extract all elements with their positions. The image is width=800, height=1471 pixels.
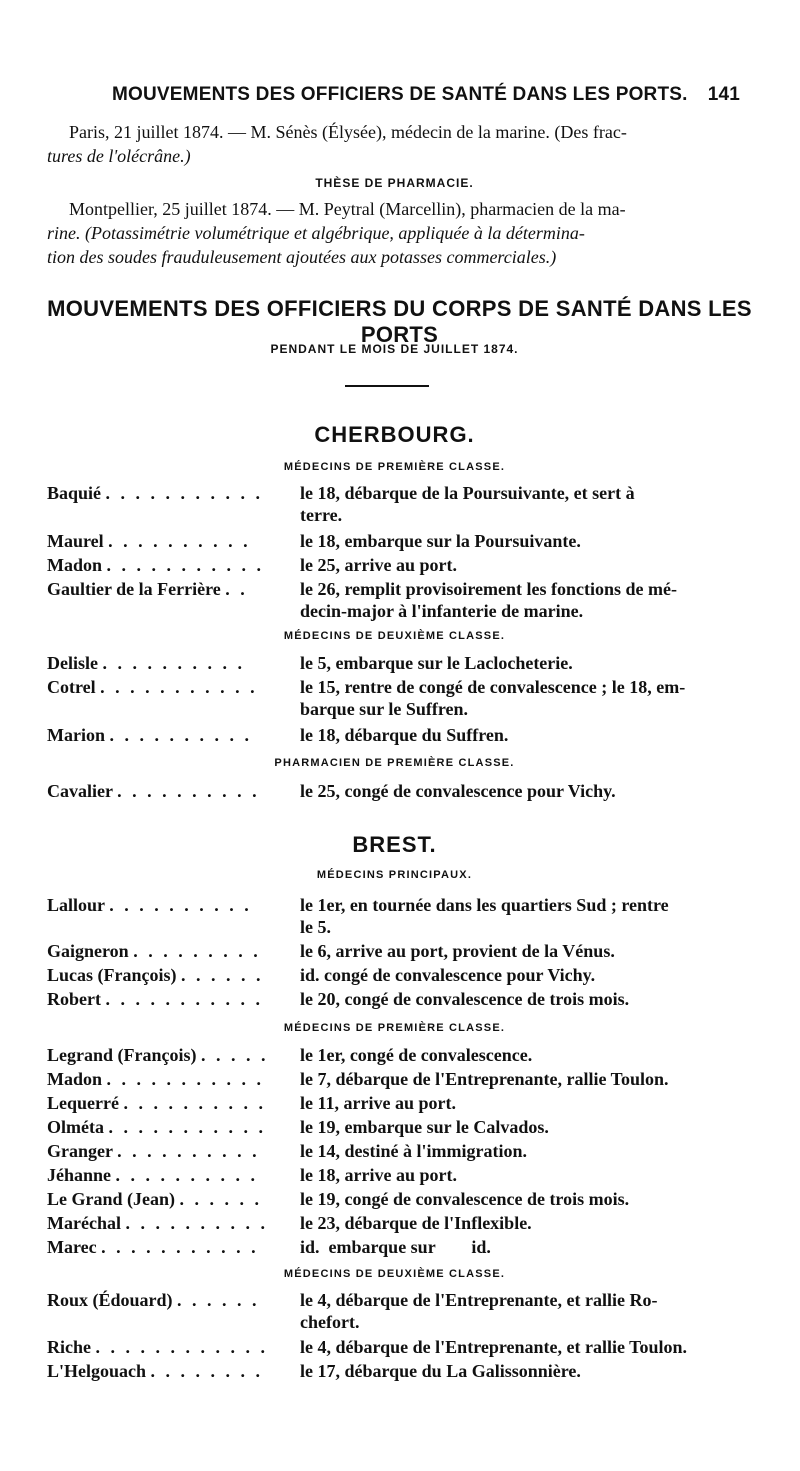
entry-text: le 18, embarque sur la Poursuivante.	[300, 531, 581, 551]
thesis-montpellier	[47, 197, 742, 269]
entry-text-cont: barque sur le Suffren.	[300, 699, 469, 719]
entry-text: le 15, rentre de congé de convalescence ; le 18, em-	[300, 677, 686, 697]
entry-text-cont: terre.	[300, 505, 343, 525]
entry-name: Riche	[47, 1337, 91, 1357]
thesis-montpellier-line-2: rine. (Potassimétrie volumétrique et algébrique, appliquée à la détermina-	[47, 223, 585, 243]
port-heading-brest: BREST.	[352, 832, 437, 857]
class-heading-medecins-1-brest: MÉDECINS DE PREMIÈRE CLASSE.	[283, 1022, 506, 1034]
entry-name: Cavalier	[47, 781, 113, 801]
thesis-montpellier-line-1: Montpellier, 25 juillet 1874. — M. Peytral (Marcellin), pharmacien de la ma-	[69, 199, 626, 219]
entry-name: Marion	[47, 725, 105, 745]
entry-name: Madon	[47, 1069, 103, 1089]
main-heading: MOUVEMENTS DES OFFICIERS DU CORPS DE SANTÉ DANS LES PORTS	[47, 296, 752, 347]
entry-name: Olméta	[47, 1117, 104, 1137]
entry-text: le 6, arrive au port, provient de la Vénus.	[300, 941, 615, 961]
thesis-paris-line-1: Paris, 21 juillet 1874. — M. Sénès (Élysée), médecin de la marine. (Des frac-	[69, 122, 627, 142]
entry-text: le 19, congé de convalescence de trois mois.	[300, 1189, 630, 1209]
page-number: 141	[707, 84, 740, 105]
thesis-paris-line-2: tures de l'olécrâne.)	[47, 146, 191, 166]
entry-text: le 1er, congé de convalescence.	[300, 1045, 533, 1065]
entry-name: Maurel	[47, 531, 104, 551]
class-heading-medecins-2-brest: MÉDECINS DE DEUXIÈME CLASSE.	[283, 1268, 506, 1280]
entry-text: le 20, congé de convalescence de trois mois.	[300, 989, 630, 1009]
entry-text: le 11, arrive au port.	[300, 1093, 456, 1113]
entry-text: le 4, débarque de l'Entreprenante, et rallie Toulon.	[300, 1337, 688, 1357]
entry-name: Cotrel	[47, 677, 96, 697]
entry-name: Granger	[47, 1141, 113, 1161]
entry-name: Baquié	[47, 483, 102, 503]
entry-text: id. embarque sur id.	[300, 1237, 491, 1257]
entry-text: id. congé de convalescence pour Vichy.	[300, 965, 596, 985]
class-heading-principaux: MÉDECINS PRINCIPAUX.	[316, 869, 473, 881]
class-heading-pharmacien-1: PHARMACIEN DE PREMIÈRE CLASSE.	[274, 757, 515, 769]
entry-name: Madon	[47, 555, 103, 575]
entry-name: Lequerré	[47, 1093, 119, 1113]
entry-name: Gaultier de la Ferrière	[47, 579, 221, 599]
entry-name: Marec	[47, 1237, 97, 1257]
entry-text: le 25, congé de convalescence pour Vichy.	[300, 781, 616, 801]
sub-heading: PENDANT LE MOIS DE JUILLET 1874.	[270, 342, 519, 356]
entry-text-cont: le 5.	[300, 917, 331, 937]
entry-name: Le Grand (Jean)	[47, 1189, 175, 1209]
section-divider	[345, 385, 429, 387]
entry-text: le 5, embarque sur le Laclocheterie.	[300, 653, 573, 673]
thesis-paris	[47, 120, 742, 168]
entry-text: le 14, destiné à l'immigration.	[300, 1141, 527, 1161]
entry-text: le 18, débarque de la Poursuivante, et sert à	[300, 483, 635, 503]
entry-text: le 23, débarque de l'Inflexible.	[300, 1213, 532, 1233]
entry-text: le 18, arrive au port.	[300, 1165, 457, 1185]
running-head	[112, 80, 740, 110]
entry-text: le 17, débarque du La Galissonnière.	[300, 1361, 581, 1381]
document-page: MOUVEMENTS DES OFFICIERS DE SANTÉ DANS LES PORTS. 141 Paris, 21 juillet 1874. — M. Sénès (Élysée), médecin de la marine. (Des frac- tures de l'olécrâne.) THÈSE DE PHARMACIE. Montpellier, 25 juillet 1874. — M. Peytral (Marcellin), pharmacien de la ma- rine. (Potassimétrie volumétrique et algébrique, appliquée à la détermina- tion des soudes frauduleusement ajoutées aux potasses commerciales.) MOUVEMENTS DES OFFICIERS DU CORPS DE SANTÉ DANS LES PORTS PENDANT LE MOIS DE JUILLET 1874. CHERBOURG. MÉDECINS DE PREMIÈRE CLASSE. Baquié . . . . . . . . . . . le 18, débarque de la Poursuivante, et sert à terre. Maurel . . . . . . . . . . le 18, embarque sur la Poursuivante. Madon . . . . . . . . . . . le 25, arrive au port. Gaultier de la Ferrière . . le 26, remplit provisoirement les fonctions de mé- decin-major à l'infanterie de marine. MÉDECINS DE DEUXIÈME CLASSE. Delisle . . . . . . . . . . le 5, embarque sur le Laclocheterie. Cotrel . . . . . . . . . . . le 15, rentre de congé de convalescence ; le 18, em- barque sur le Suffren. Marion . . . . . . . . . . le 18, débarque du Suffren. PHARMACIEN DE PREMIÈRE CLASSE. Cavalier . . . . . . . . . . le 25, congé de convalescence pour Vichy. BREST. MÉDECINS PRINCIPAUX. Lallour . . . . . . . . . . le 1er, en tournée dans les quartiers Sud ; rentre le 5. Gaigneron . . . . . . . . . le 6, arrive au port, provient de la Vénus. Lucas (François) . . . . . . id. congé de convalescence pour Vichy. Robert . . . . . . . . . . . le 20, congé de convalescence de trois mois. MÉDECINS DE PREMIÈRE CLASSE. Legrand (François) . . . . . le 1er, congé de convalescence. Madon . . . . . . . . . . . le 7, débarque de l'Entreprenante, rallie Toulon. Lequerré . . . . . . . . . . le 11, arrive au port. Olméta . . . . . . . . . . . le 19, embarque sur le Calvados. Granger . . . . . . . . . . le 14, destiné à l'immigration. Jéhanne . . . . . . . . . . le 18, arrive au port. Le Grand (Jean) . . . . . . le 19, congé de convalescence de trois mois. Maréchal . . . . . . . . . . le 23, débarque de l'Inflexible. Marec . . . . . . . . . . . id. embarque sur id. MÉDECINS DE DEUXIÈME CLASSE. Roux (Édouard) . . . . . . le 4, débarque de l'Entreprenante, et rallie Ro- chefort. Riche . . . . . . . . . . . . le 4, débarque de l'Entreprenante, et rallie Toulon. L'Helgouach . . . . . . . . le 17, débarque du La Galissonnière.	[0, 0, 800, 1471]
class-heading-medecins-1: MÉDECINS DE PREMIÈRE CLASSE.	[283, 461, 506, 473]
entry-name: Jéhanne	[47, 1165, 112, 1185]
entry-name: Robert	[47, 989, 101, 1009]
entry-name: Roux (Édouard)	[47, 1290, 173, 1310]
entry-name: Delisle	[47, 653, 98, 673]
running-head-title: MOUVEMENTS DES OFFICIERS DE SANTÉ DANS LES PORTS.	[112, 84, 688, 105]
port-heading-cherbourg: CHERBOURG.	[314, 422, 475, 447]
entry-text: le 19, embarque sur le Calvados.	[300, 1117, 549, 1137]
entry-name: Lucas (François)	[47, 965, 177, 985]
entry-text-cont: chefort.	[300, 1312, 360, 1332]
entry-name: Gaigneron	[47, 941, 129, 961]
entry-text: le 26, remplit provisoirement les fonctions de mé-	[300, 579, 677, 599]
entry-name: Maréchal	[47, 1213, 121, 1233]
entry-text-cont: decin-major à l'infanterie de marine.	[300, 601, 584, 621]
pharmacy-thesis-heading: THÈSE DE PHARMACIE.	[315, 176, 474, 190]
entry-text: le 1er, en tournée dans les quartiers Sud ; rentre	[300, 895, 669, 915]
entry-text: le 25, arrive au port.	[300, 555, 457, 575]
entry-text: le 4, débarque de l'Entreprenante, et rallie Ro-	[300, 1290, 658, 1310]
class-heading-medecins-2: MÉDECINS DE DEUXIÈME CLASSE.	[283, 630, 506, 642]
entry-name: Legrand (François)	[47, 1045, 197, 1065]
entry-text: le 7, débarque de l'Entreprenante, rallie Toulon.	[300, 1069, 669, 1089]
entry-text: le 18, débarque du Suffren.	[300, 725, 509, 745]
thesis-montpellier-line-3: tion des soudes frauduleusement ajoutées aux potasses commerciales.)	[47, 247, 557, 267]
entry-name: L'Helgouach	[47, 1361, 147, 1381]
entry-name: Lallour	[47, 895, 105, 915]
